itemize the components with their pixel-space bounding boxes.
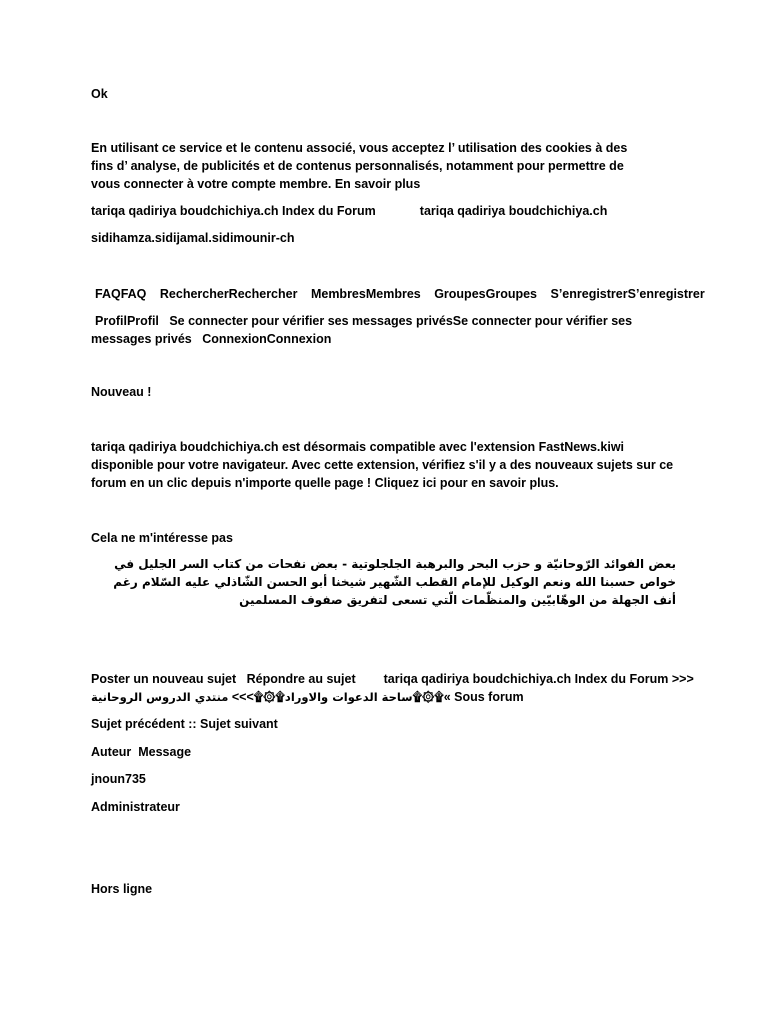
breadcrumb-subforum-link[interactable]: ساحة الدعوات والاوراد <box>284 690 413 704</box>
header-row <box>91 202 607 220</box>
topic-actions-row <box>91 670 694 688</box>
nav-private-messages[interactable]: Se connecter pour vérifier ses messages privésSe connecter pour vérifier ses messages privés <box>91 314 633 346</box>
breadcrumb-separator: >>> <box>228 690 254 704</box>
breadcrumb-row <box>91 688 524 706</box>
topic-navigation[interactable]: Sujet précédent :: Sujet suivant <box>91 717 278 731</box>
topic-title: بعض الفوائد الرّوحانيّة و حزب البحر والبرهبة الجلجلوتية - بعض نفحات من كتاب السر الجليل في خواص حسبنا الله ونعم الوكيل للإمام القطب الشّهير شيخنا أبو الحسن الشّاذلي عليه السّلام رغم أنف الجهلة من الوهّابيّين والمنظّمات الّتي تسعى لتفريق صفوف المسلمين <box>113 557 676 607</box>
decorative-glyphs: ۩۞۩ <box>253 690 285 704</box>
nav-members[interactable]: MembresMembres <box>310 287 421 301</box>
promo-body[interactable]: tariqa qadiriya boudchichiya.ch est désormais compatible avec l'extension FastNews.kiwi disponible pour votre navigateur. Avec cette extension, vérifiez s'il y a des nouveaux sujets sur ce forum en un clic depuis n'importe quelle page ! Cliquez ici pour en savoir plus. <box>91 440 674 490</box>
cookie-notice: En utilisant ce service et le contenu associé, vous acceptez l’ utilisation des cookies à des fins d’ analyse, de publicités et de contenus personnalisés, notamment pour permettre de vous connecter à votre compte membre. En savoir plus <box>91 141 628 191</box>
user-nav <box>91 312 676 348</box>
main-nav <box>95 285 715 303</box>
promo-dismiss-link[interactable]: Cela ne m'intéresse pas <box>91 531 233 545</box>
site-description: sidihamza.sidijamal.sidimounir-ch <box>91 231 295 245</box>
author-column-header: Auteur <box>91 745 132 759</box>
cookie-ok-button[interactable]: Ok <box>91 87 108 101</box>
nav-search[interactable]: RechercherRechercher <box>159 287 298 301</box>
nav-profile[interactable]: ProfilProfil <box>95 314 159 328</box>
nav-register[interactable]: S’enregistrerS’enregistrer <box>550 287 705 301</box>
forum-index-link[interactable]: tariqa qadiriya boudchichiya.ch Index du Forum <box>91 204 376 218</box>
nav-login[interactable]: ConnexionConnexion <box>202 332 332 346</box>
nav-groups[interactable]: GroupesGroupes <box>434 287 537 301</box>
nav-faq[interactable]: FAQFAQ <box>95 287 147 301</box>
breadcrumb-index-link[interactable]: tariqa qadiriya boudchichiya.ch Index du Forum >>> <box>383 672 694 686</box>
reply-button[interactable]: Répondre au sujet <box>246 672 356 686</box>
post-table-header <box>91 743 191 761</box>
new-topic-button[interactable]: Poster un nouveau sujet <box>91 672 237 686</box>
site-title-link[interactable]: tariqa qadiriya boudchichiya.ch <box>419 204 608 218</box>
decorative-glyphs-2: ۩۞۩ <box>412 690 444 704</box>
post-author-name[interactable]: jnoun735 <box>91 772 146 786</box>
message-column-header: Message <box>138 745 192 759</box>
breadcrumb-forum-link[interactable]: منتدي الدروس الروحانية <box>91 690 229 704</box>
promo-heading: Nouveau ! <box>91 385 152 399</box>
breadcrumb-subforum-label: « Sous forum <box>443 690 524 704</box>
post-author-rank: Administrateur <box>91 800 180 814</box>
post-author-status: Hors ligne <box>91 882 153 896</box>
